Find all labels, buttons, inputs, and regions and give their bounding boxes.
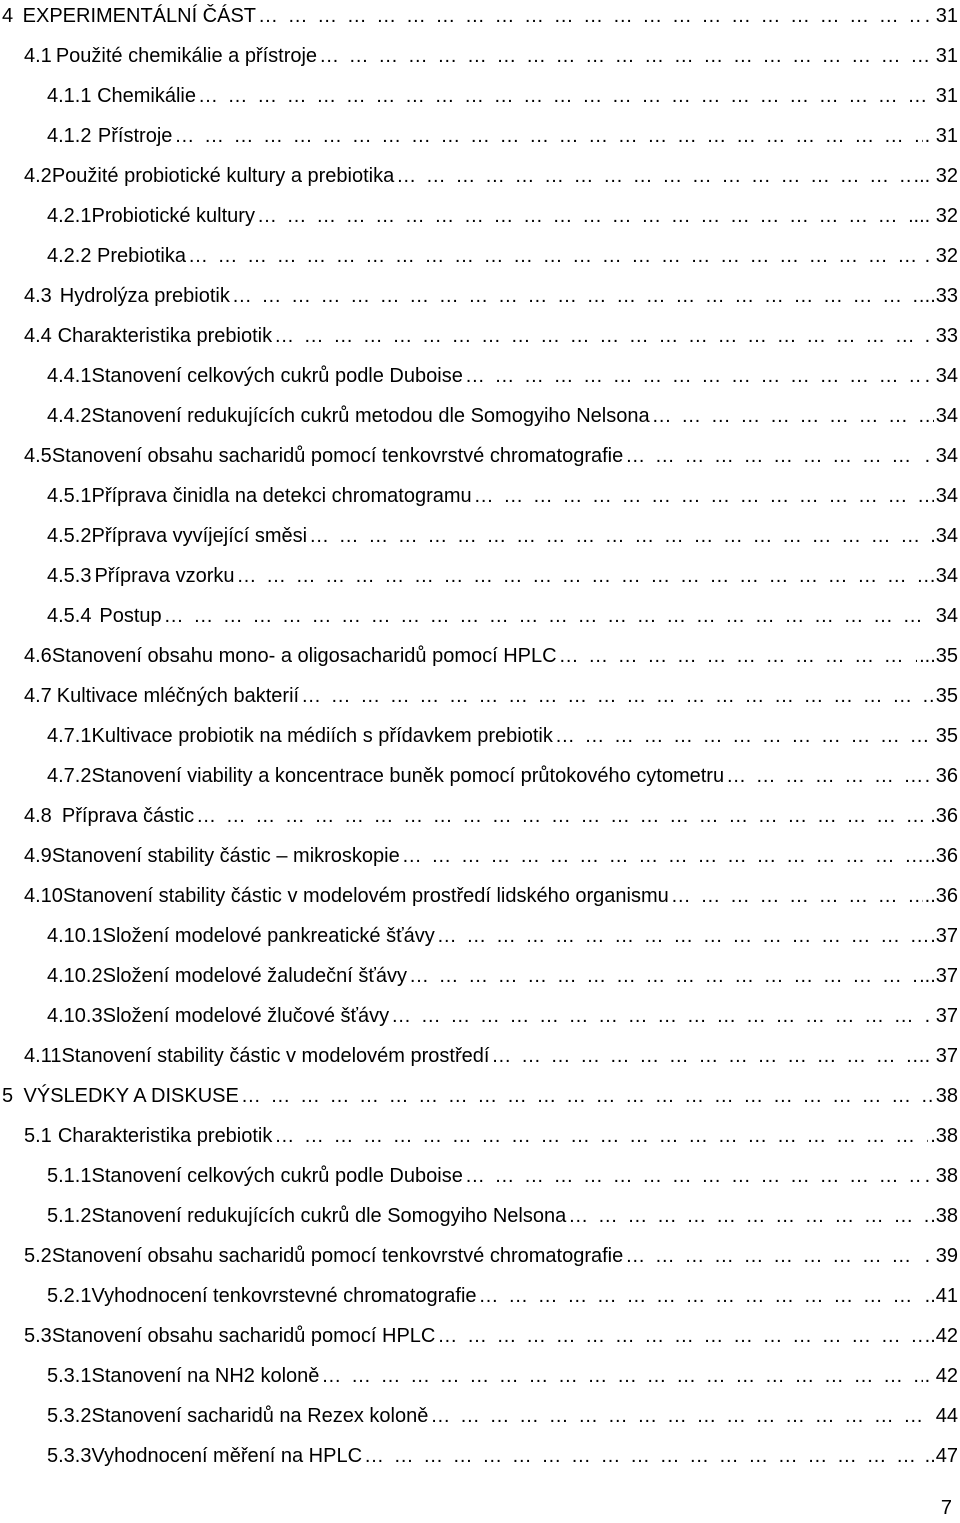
toc-entry-leader xyxy=(409,965,917,988)
toc-entry[interactable] xyxy=(0,836,958,876)
toc-entry-leader xyxy=(465,365,923,388)
toc-entry-title: Kultivace mléčných bakterií xyxy=(56,684,300,707)
toc-entry-leader xyxy=(232,285,923,308)
toc-entry-leader xyxy=(164,605,934,628)
toc-entry-number: 5.3.1 xyxy=(47,1364,92,1387)
toc-entry-leader xyxy=(364,1445,923,1468)
toc-entry-page: ..36 xyxy=(924,884,958,907)
toc-entry-number: 5.2 xyxy=(24,1244,52,1267)
toc-entry-leader xyxy=(237,565,934,588)
toc-entry-number: 4.10.1 xyxy=(47,924,103,947)
toc-entry-number: 4.11 xyxy=(24,1044,62,1067)
toc-entry[interactable] xyxy=(0,356,958,396)
toc-entry-page: ..47 xyxy=(924,1444,958,1467)
toc-entry-title: Stanovení celkových cukrů podle Duboise xyxy=(91,1164,463,1187)
toc-entry-title: Složení modelové žlučové šťávy xyxy=(102,1004,390,1027)
toc-entry[interactable] xyxy=(0,396,958,436)
toc-entry-title: Stanovení redukujících cukrů metodou dle Somogyiho Nelsona xyxy=(91,404,650,427)
toc-entry[interactable] xyxy=(0,1276,958,1316)
toc-entry[interactable] xyxy=(0,76,958,116)
toc-entry[interactable] xyxy=(0,0,958,36)
toc-entry-page: 38 xyxy=(935,1084,958,1107)
toc-entry-page: . 34 xyxy=(924,444,958,467)
toc-entry[interactable] xyxy=(0,1236,958,1276)
toc-entry-leader xyxy=(309,525,928,548)
toc-entry-title: Hydrolýza prebiotik xyxy=(59,284,230,307)
toc-entry-leader xyxy=(274,1125,928,1148)
toc-entry[interactable] xyxy=(0,36,958,76)
toc-entry-title: Vyhodnocení měření na HPLC xyxy=(91,1444,363,1467)
toc-entry-leader xyxy=(559,645,918,668)
toc-entry-title: Prebiotika xyxy=(97,244,186,267)
toc-entry-page: . 38 xyxy=(924,1164,958,1187)
toc-entry-number: 4.4 xyxy=(24,324,52,347)
toc-entry-page: . 31 xyxy=(924,4,958,27)
toc-entry-page: .38 xyxy=(930,1124,958,1147)
toc-entry-page: 44 xyxy=(935,1404,958,1427)
toc-entry-number: 4.5 xyxy=(24,444,52,467)
toc-entry-title: Postup xyxy=(99,604,162,627)
toc-entry[interactable] xyxy=(0,596,958,636)
toc-entry-title: Stanovení stability částic v modelovém prostředí xyxy=(61,1044,490,1067)
toc-entry[interactable] xyxy=(0,516,958,556)
toc-entry-leader xyxy=(479,1285,923,1308)
toc-entry-title: Stanovení celkových cukrů podle Duboise xyxy=(91,364,463,387)
toc-entry-leader xyxy=(555,725,934,748)
toc-entry-leader xyxy=(402,845,923,868)
toc-entry-title: EXPERIMENTÁLNÍ ČÁST xyxy=(22,4,257,27)
toc-entry[interactable] xyxy=(0,1316,958,1356)
toc-entry-leader xyxy=(174,125,922,148)
toc-entry-title: Stanovení redukujících cukrů dle Somogyiho Nelsona xyxy=(91,1204,567,1227)
toc-entry[interactable] xyxy=(0,156,958,196)
toc-entry-page: 31 xyxy=(935,84,958,107)
toc-entry-page: . 32 xyxy=(924,244,958,267)
toc-entry-page: ... 32 xyxy=(913,164,958,187)
toc-entry[interactable] xyxy=(0,916,958,956)
toc-entry-title: Stanovení stability částic v modelovém prostředí lidského organismu xyxy=(62,884,669,907)
toc-entry-leader xyxy=(241,1085,934,1108)
toc-entry-page: .36 xyxy=(930,804,958,827)
toc-entry-number: 4.1.2 xyxy=(47,124,92,147)
toc-entry-page: . 39 xyxy=(924,1244,958,1267)
toc-entry[interactable] xyxy=(0,476,958,516)
toc-entry-number: 4.8 xyxy=(24,804,52,827)
toc-entry-page: ... 32 xyxy=(913,204,958,227)
toc-entry-leader xyxy=(319,45,934,68)
toc-entry-number: 4.1.1 xyxy=(47,84,92,107)
toc-entry-page: 35 xyxy=(935,724,958,747)
toc-entry-number: 4.5.2 xyxy=(47,524,92,547)
toc-entry-leader xyxy=(726,765,923,788)
toc-entry[interactable] xyxy=(0,1076,958,1116)
toc-entry-number: 5.2.1 xyxy=(47,1284,92,1307)
toc-entry-page: ..36 xyxy=(924,844,958,867)
toc-entry-page: 34 xyxy=(935,564,958,587)
toc-entry-number: 4.5.1 xyxy=(47,484,92,507)
toc-entry-title: Probiotické kultury xyxy=(91,204,255,227)
toc-entry[interactable] xyxy=(0,116,958,156)
toc-entry-number: 5.1 xyxy=(24,1124,52,1147)
toc-entry-leader xyxy=(257,205,912,228)
toc-entry-page: . 34 xyxy=(924,364,958,387)
toc-entry-leader xyxy=(568,1205,928,1228)
toc-entry-page: 31 xyxy=(935,44,958,67)
toc-entry-number: 4.10.3 xyxy=(47,1004,103,1027)
toc-entry[interactable] xyxy=(0,436,958,476)
toc-entry-number: 5.3 xyxy=(24,1324,52,1347)
toc-entry-leader xyxy=(196,805,928,828)
toc-entry-title: Vyhodnocení tenkovrstevné chromatografie xyxy=(91,1284,477,1307)
toc-entry-leader xyxy=(625,445,922,468)
toc-entry-number: 4.7.2 xyxy=(47,764,92,787)
toc-entry-title: Charakteristika prebiotik xyxy=(57,1124,273,1147)
toc-entry-number: 5.1.2 xyxy=(47,1204,92,1227)
toc-entry[interactable] xyxy=(0,1396,958,1436)
toc-entry-leader xyxy=(258,5,923,28)
toc-entry-page: 34 xyxy=(935,604,958,627)
toc-entry[interactable] xyxy=(0,1156,958,1196)
toc-entry-leader xyxy=(274,325,923,348)
toc-entry-title: Stanovení stability částic – mikroskopie xyxy=(51,844,400,867)
toc-entry-number: 5.1.1 xyxy=(47,1164,92,1187)
toc-entry[interactable] xyxy=(0,956,958,996)
toc-entry-title: Příprava vyvíjející směsi xyxy=(91,524,308,547)
toc-entry-page: . 36 xyxy=(924,764,958,787)
toc-entry-leader xyxy=(625,1245,922,1268)
toc-entry-page: ...37 xyxy=(919,964,958,987)
toc-entry-page: 35 xyxy=(935,684,958,707)
toc-entry-leader xyxy=(198,85,934,108)
toc-entry[interactable] xyxy=(0,556,958,596)
toc-entry-page: . 37 xyxy=(924,1044,958,1067)
toc-entry-leader xyxy=(474,485,934,508)
toc-entry-leader xyxy=(391,1005,922,1028)
toc-entry-page: ...35 xyxy=(919,644,958,667)
toc-entry-number: 5.3.2 xyxy=(47,1404,92,1427)
toc-entry-title: Složení modelové pankreatické šťávy xyxy=(102,924,435,947)
toc-entry[interactable] xyxy=(0,1356,958,1396)
toc-entry[interactable] xyxy=(0,1036,958,1076)
toc-entry-number: 4.1 xyxy=(24,44,52,67)
toc-entry[interactable] xyxy=(0,756,958,796)
toc-entry-page: ..33 xyxy=(924,284,958,307)
toc-entry-page: 34 xyxy=(935,484,958,507)
toc-entry-page: .34 xyxy=(930,524,958,547)
toc-entry-title: Přístroje xyxy=(97,124,173,147)
toc-entry[interactable] xyxy=(0,796,958,836)
toc-entry-title: Stanovení obsahu mono- a oligosacharidů pomocí HPLC xyxy=(51,644,557,667)
toc-entry-number: 4.7.1 xyxy=(47,724,92,747)
toc-entry-title: Příprava činidla na detekci chromatogramu xyxy=(91,484,472,507)
toc-entry-page: . 33 xyxy=(924,324,958,347)
toc-entry-number: 4.5.4 xyxy=(47,604,92,627)
toc-entry-number: 4.2 xyxy=(24,164,52,187)
toc-entry[interactable] xyxy=(0,1116,958,1156)
toc-entry-page: . 31 xyxy=(924,124,958,147)
toc-entry-leader xyxy=(437,1325,922,1348)
toc-entry-title: Použité chemikálie a přístroje xyxy=(55,44,318,67)
toc-entry[interactable] xyxy=(0,676,958,716)
toc-entry[interactable] xyxy=(0,1196,958,1236)
toc-entry-title: VÝSLEDKY A DISKUSE xyxy=(23,1084,239,1107)
toc-entry-leader xyxy=(188,245,923,268)
toc-entry[interactable] xyxy=(0,1436,958,1476)
toc-entry-number: 4.9 xyxy=(24,844,52,867)
toc-entry-leader xyxy=(437,925,928,948)
toc-entry-title: Stanovení obsahu sacharidů pomocí HPLC xyxy=(51,1324,436,1347)
toc-entry-page: . 42 xyxy=(924,1364,958,1387)
toc-entry-title: Chemikálie xyxy=(97,84,196,107)
toc-entry-number: 4.10 xyxy=(24,884,63,907)
toc-entry-number: 4.5.3 xyxy=(47,564,92,587)
toc-entry-number: 4.10.2 xyxy=(47,964,103,987)
toc-entry-title: Stanovení obsahu sacharidů pomocí tenkovrstvé chromatografie xyxy=(51,1244,624,1267)
toc-entry-number: 4.3 xyxy=(24,284,52,307)
toc-entry-title: Příprava vzorku xyxy=(94,564,235,587)
toc-entry-leader xyxy=(465,1165,923,1188)
page-number: 7 xyxy=(940,1497,952,1519)
toc-entry-number: 4.2.2 xyxy=(47,244,92,267)
toc-entry-number: 4.2.1 xyxy=(47,204,92,227)
toc-entry[interactable] xyxy=(0,316,958,356)
toc-entry-number: 5.3.3 xyxy=(47,1444,92,1467)
toc-entry[interactable] xyxy=(0,236,958,276)
toc-entry-leader xyxy=(301,685,934,708)
toc-entry-title: Příprava částic xyxy=(61,804,195,827)
toc-entry-leader xyxy=(430,1405,933,1428)
toc-entry-title: Stanovení sacharidů na Rezex koloně xyxy=(91,1404,429,1427)
toc-entry-title: Použité probiotické kultury a prebiotika xyxy=(51,164,395,187)
toc-entry[interactable] xyxy=(0,636,958,676)
toc-entry-number: 4.4.1 xyxy=(47,364,92,387)
toc-entry-page: . 37 xyxy=(924,1004,958,1027)
toc-entry-title: Stanovení na NH2 koloně xyxy=(91,1364,320,1387)
toc-entry[interactable] xyxy=(0,876,958,916)
toc-entry-page: ..42 xyxy=(924,1324,958,1347)
toc-entry[interactable] xyxy=(0,996,958,1036)
toc-entry-leader xyxy=(671,885,923,908)
toc-entry-number: 5 xyxy=(2,1084,14,1107)
toc-entry-title: Stanovení viability a koncentrace buněk pomocí průtokového cytometru xyxy=(91,764,725,787)
toc-entry[interactable] xyxy=(0,276,958,316)
toc-entry-leader xyxy=(491,1045,922,1068)
toc-entry-title: Charakteristika prebiotik xyxy=(57,324,273,347)
toc-entry-number: 4.6 xyxy=(24,644,52,667)
toc-entry-number: 4 xyxy=(2,4,14,27)
toc-entry-leader xyxy=(396,165,911,188)
toc-entry-leader xyxy=(652,405,934,428)
toc-entry-title: Složení modelové žaludeční šťávy xyxy=(102,964,407,987)
toc-entry-page: ..41 xyxy=(924,1284,958,1307)
toc-entry-number: 4.4.2 xyxy=(47,404,92,427)
toc-entry-page: .38 xyxy=(930,1204,958,1227)
toc-entry[interactable] xyxy=(0,716,958,756)
toc-entry-number: 4.7 xyxy=(24,684,52,707)
toc-entry[interactable] xyxy=(0,196,958,236)
toc-entry-page: .37 xyxy=(930,924,958,947)
toc-entry-page: 34 xyxy=(935,404,958,427)
toc-entry-leader xyxy=(321,1365,922,1388)
toc-entry-title: Stanovení obsahu sacharidů pomocí tenkovrstvé chromatografie xyxy=(51,444,624,467)
toc-entry-title: Kultivace probiotik na médiích s přídavkem prebiotik xyxy=(91,724,553,747)
